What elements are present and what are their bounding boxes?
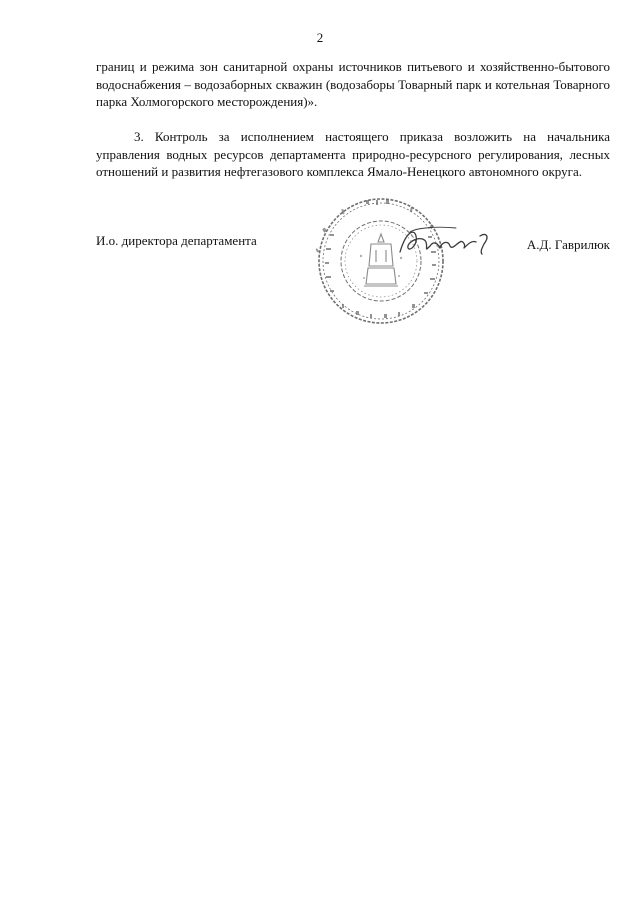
- paragraph-continuation: границ и режима зон санитарной охраны источников питьевого и хозяйственно-бытового водоснабжения – водозаборных скважин (водозаборы Товарный парк и котельная Товарного парка Холмогорского месторождения)».: [96, 59, 610, 110]
- paragraph-control-clause: 3. Контроль за исполнением настоящего приказа возложить на начальника управления водных ресурсов департамента природно-ресурсного регулирования, лесных отношений и развития нефтегазового комплекса Ямало-Ненецкого автономного округа.: [96, 129, 610, 180]
- page-number: 2: [316, 30, 324, 45]
- handwritten-signature: [396, 222, 492, 262]
- signatory-name: А.Д. Гаврилюк: [526, 237, 610, 252]
- signatory-position: И.о. директора департамента: [96, 233, 257, 248]
